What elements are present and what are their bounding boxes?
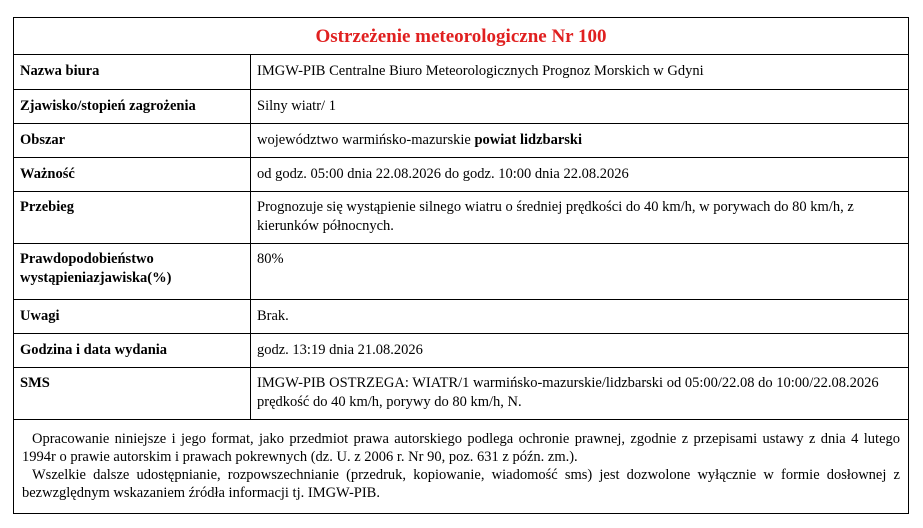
row-sms bbox=[14, 367, 908, 419]
row-office bbox=[14, 55, 908, 89]
row-remarks bbox=[14, 299, 908, 333]
row-area bbox=[14, 123, 908, 157]
row-label: Obszar bbox=[14, 123, 251, 157]
document-title: Ostrzeżenie meteorologiczne Nr 100 bbox=[14, 18, 908, 55]
area-district: powiat lidzbarski bbox=[474, 131, 583, 148]
row-phenomenon bbox=[14, 89, 908, 123]
row-label: Prawdopodobieństwo wystąpieniazjawiska(%) bbox=[14, 243, 251, 299]
area-region: województwo warmińsko-mazurskie bbox=[257, 131, 471, 148]
row-value bbox=[251, 123, 909, 157]
warning-table bbox=[14, 55, 908, 420]
copyright-paragraph: Opracowanie niniejsze i jego format, jako przedmiot prawa autorskiego podlega ochronie prawnej, zgodnie z przepisami ustawy z dnia 4 lutego 1994r o prawie autorskim i prawach pokrewnych (dz. U. z 2006 r. Nr 90, poz. 631 z późn. zm.). bbox=[22, 430, 900, 465]
row-value: Brak. bbox=[251, 299, 909, 333]
row-issued bbox=[14, 333, 908, 367]
row-label: Zjawisko/stopień zagrożenia bbox=[14, 89, 251, 123]
row-course bbox=[14, 191, 908, 243]
row-label: Uwagi bbox=[14, 299, 251, 333]
row-value: godz. 13:19 dnia 21.08.2026 bbox=[251, 333, 909, 367]
row-value: Silny wiatr/ 1 bbox=[251, 89, 909, 123]
row-label: Przebieg bbox=[14, 191, 251, 243]
row-label: Ważność bbox=[14, 157, 251, 191]
row-validity bbox=[14, 157, 908, 191]
row-value: IMGW-PIB Centralne Biuro Meteorologicznych Prognoz Morskich w Gdyni bbox=[251, 55, 909, 89]
row-value: 80% bbox=[251, 243, 909, 299]
row-label: Godzina i data wydania bbox=[14, 333, 251, 367]
row-probability bbox=[14, 243, 908, 299]
row-label: SMS bbox=[14, 367, 251, 419]
row-value: Prognozuje się wystąpienie silnego wiatru o średniej prędkości do 40 km/h, w porywach do 80 km/h, z kierunków północnych. bbox=[251, 191, 909, 243]
row-value: IMGW-PIB OSTRZEGA: WIATR/1 warmińsko-mazurskie/lidzbarski od 05:00/22.08 do 10:00/22.08.2026 prędkość do 40 km/h, porywy do 80 km/h, N. bbox=[251, 367, 909, 419]
warning-document bbox=[13, 17, 909, 514]
copyright-note bbox=[14, 420, 908, 502]
row-label: Nazwa biura bbox=[14, 55, 251, 89]
distribution-paragraph: Wszelkie dalsze udostępnianie, rozpowszechnianie (przedruk, kopiowanie, wiadomość sms) jest dozwolone wyłącznie w formie dosłownej z bezwzględnym wskazaniem źródła informacji tj. IMGW-PIB. bbox=[22, 466, 900, 501]
row-value: od godz. 05:00 dnia 22.08.2026 do godz. 10:00 dnia 22.08.2026 bbox=[251, 157, 909, 191]
